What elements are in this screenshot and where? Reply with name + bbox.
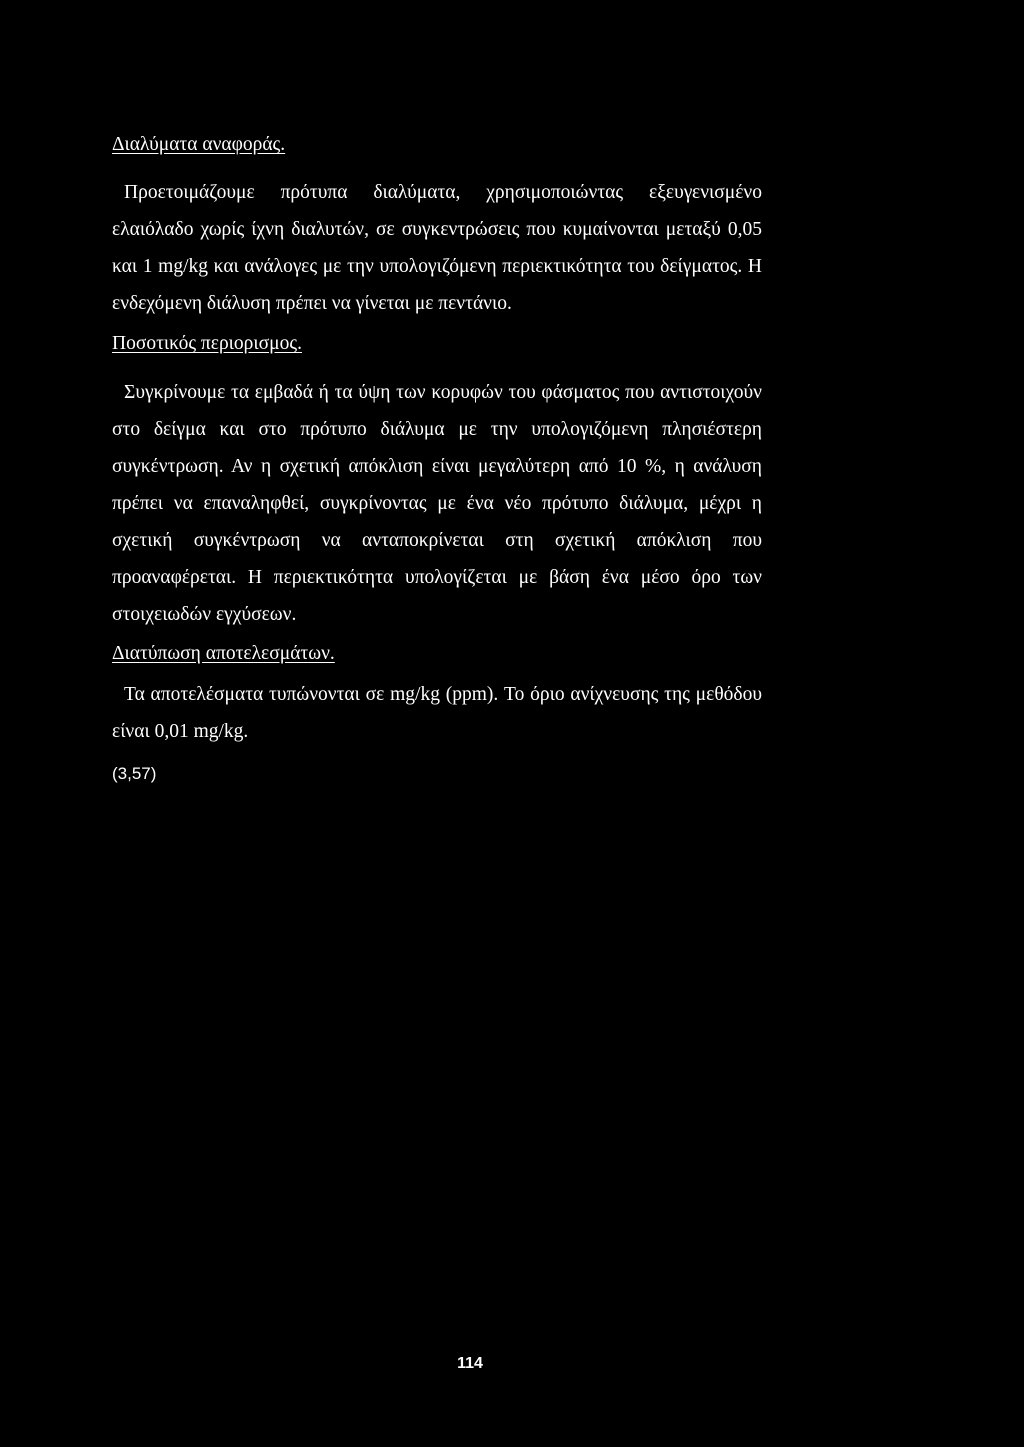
section-heading-quantitative-determination: Ποσοτικός περιορισμος. [112,333,302,354]
section-heading-results-expression: Διατύπωση αποτελεσμάτων. [112,643,335,664]
document-body [112,126,762,786]
section-paragraph-quantitative-determination: Συγκρίνουμε τα εμβαδά ή τα ύψη των κορυφών του φάσματος που αντιστοιχούν στο δείγμα και στο πρότυπο διάλυμα με την υπολογιζόμενη πλησιέστερη συγκέντρωση. Αν η σχετική απόκλιση είναι μεγαλύτερη από 10 %, η ανάλυση πρέπει να επαναληφθεί, συγκρίνοντας με ένα νέο πρότυπο διάλυμα, μέχρι η σχετική συγκέντρωση να ανταποκρίνεται στη σχετική απόκλιση που προαναφέρεται. Η περιεκτικότητα υπολογίζεται με βάση ένα μέσο όρο των στοιχειωδών εγχύσεων. [112,382,762,625]
section-heading-reference-solutions: Διαλύματα αναφοράς. [112,134,286,155]
reference-citation: (3,57) [112,764,157,783]
section-paragraph-results-expression: Τα αποτελέσματα τυπώνονται σε mg/kg (ppm). Το όριο ανίχνευσης της μεθόδου είναι 0,01 mg/kg. [112,684,762,742]
page-number: 114 [457,1355,483,1372]
section-paragraph-reference-solutions: Προετοιμάζουμε πρότυπα διαλύματα, χρησιμοποιώντας εξευγενισμένο ελαιόλαδο χωρίς ίχνη διαλυτών, σε συγκεντρώσεις που κυμαίνονται μεταξύ 0,05 και 1 mg/kg και ανάλογες με την υπολογιζόμενη περιεκτικότητα του δείγματος. Η ενδεχόμενη διάλυση πρέπει να γίνεται με πεντάνιο. [112,182,762,314]
